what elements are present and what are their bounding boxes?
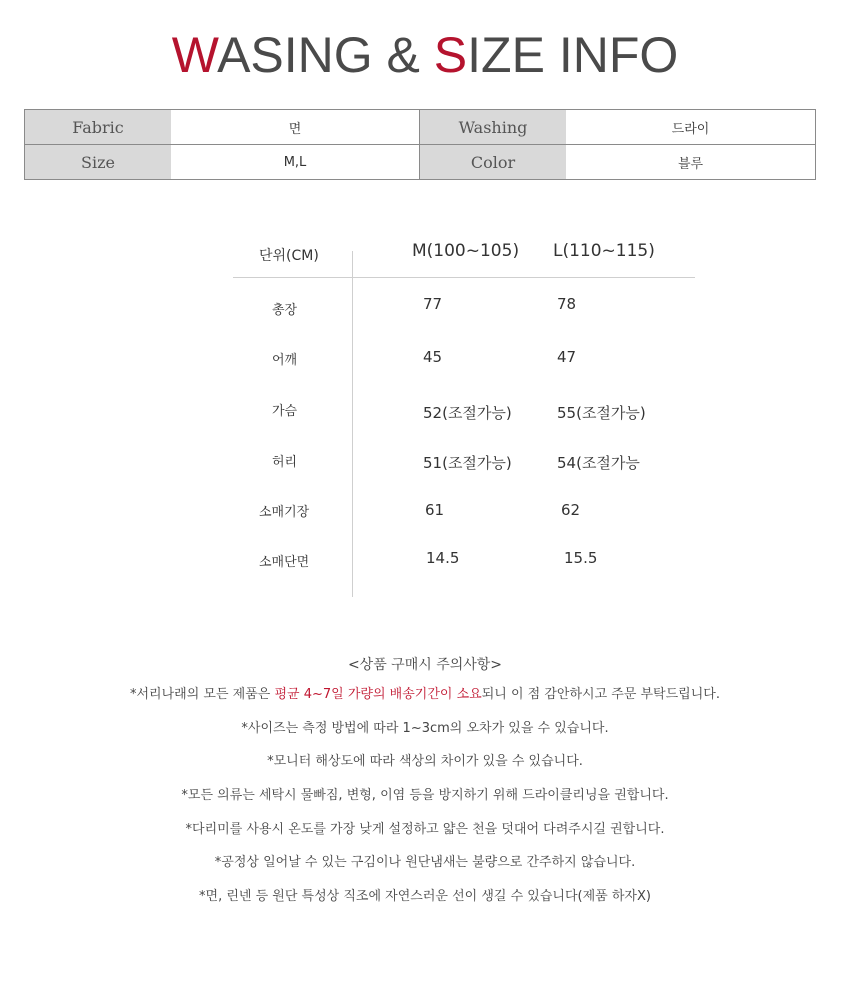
row-label: 어깨: [272, 353, 298, 368]
size-value: M,L: [171, 145, 420, 179]
notice-line-1b: 되니 이 점 감안하시고 주문 부탁드립니다.: [481, 687, 720, 702]
row-value-l: 47: [557, 348, 577, 366]
header-divider: [233, 277, 695, 278]
row-label: 소매단면: [259, 555, 310, 570]
title-text-2: IZE INFO: [467, 27, 679, 83]
column-header-l: L(110~115): [553, 241, 655, 261]
row-value-l: 78: [557, 295, 577, 313]
notice-heading: <상품 구매시 주의사항>: [347, 657, 503, 673]
fabric-value: 면: [171, 110, 420, 145]
notice-highlight: 평균 4~7일 가량의 배송기간이 소요: [274, 687, 482, 702]
notice-line: *모니터 해상도에 따라 색상의 차이가 있을 수 있습니다.: [267, 754, 583, 769]
notice-line: *다리미를 사용시 온도를 가장 낮게 설정하고 얇은 천을 덧대어 다려주시길 권합니다.: [185, 822, 665, 837]
row-value-l: 54(조절가능: [557, 454, 640, 472]
fabric-label: Fabric: [25, 110, 171, 145]
notice-line: *모든 의류는 세탁시 물빠짐, 변형, 이염 등을 방지하기 위해 드라이클리닝을 권합니다.: [181, 788, 669, 803]
size-label: Size: [25, 145, 171, 179]
column-header-m: M(100~105): [412, 241, 520, 261]
row-value-m: 14.5: [426, 549, 460, 567]
row-value-m: 61: [425, 501, 445, 519]
notice-line: [0, 683, 850, 702]
title-accent-s: S: [433, 27, 468, 83]
notice-line: *면, 린넨 등 원단 특성상 직조에 자연스러운 선이 생길 수 있습니다(제품 하자X): [199, 889, 651, 904]
title-accent-w: W: [171, 27, 218, 83]
row-value-m: 51(조절가능): [423, 454, 512, 472]
column-divider: [352, 251, 353, 597]
row-value-l: 15.5: [564, 549, 598, 567]
row-value-l: 55(조절가능): [557, 404, 646, 422]
row-value-m: 52(조절가능): [423, 404, 512, 422]
notice-line: *공정상 일어날 수 있는 구김이나 원단냄새는 불량으로 간주하지 않습니다.: [214, 855, 636, 870]
row-value-m: 77: [423, 295, 443, 313]
washing-value: 드라이: [566, 110, 815, 145]
notice-line: *사이즈는 측정 방법에 따라 1~3cm의 오차가 있을 수 있습니다.: [241, 721, 609, 736]
color-label: Color: [420, 145, 566, 179]
washing-label: Washing: [420, 110, 566, 145]
unit-header: 단위(CM): [259, 248, 319, 264]
title-text-1: ASING &: [217, 27, 434, 83]
row-label: 소매기장: [259, 505, 310, 520]
row-label: 허리: [272, 455, 298, 470]
row-value-m: 45: [423, 348, 443, 366]
color-value: 블루: [677, 156, 704, 172]
notice-line-1a: *서리나래의 모든 제품은: [130, 687, 275, 702]
row-label: 총장: [272, 303, 298, 318]
row-label: 가슴: [272, 404, 298, 419]
row-value-l: 62: [561, 501, 581, 519]
